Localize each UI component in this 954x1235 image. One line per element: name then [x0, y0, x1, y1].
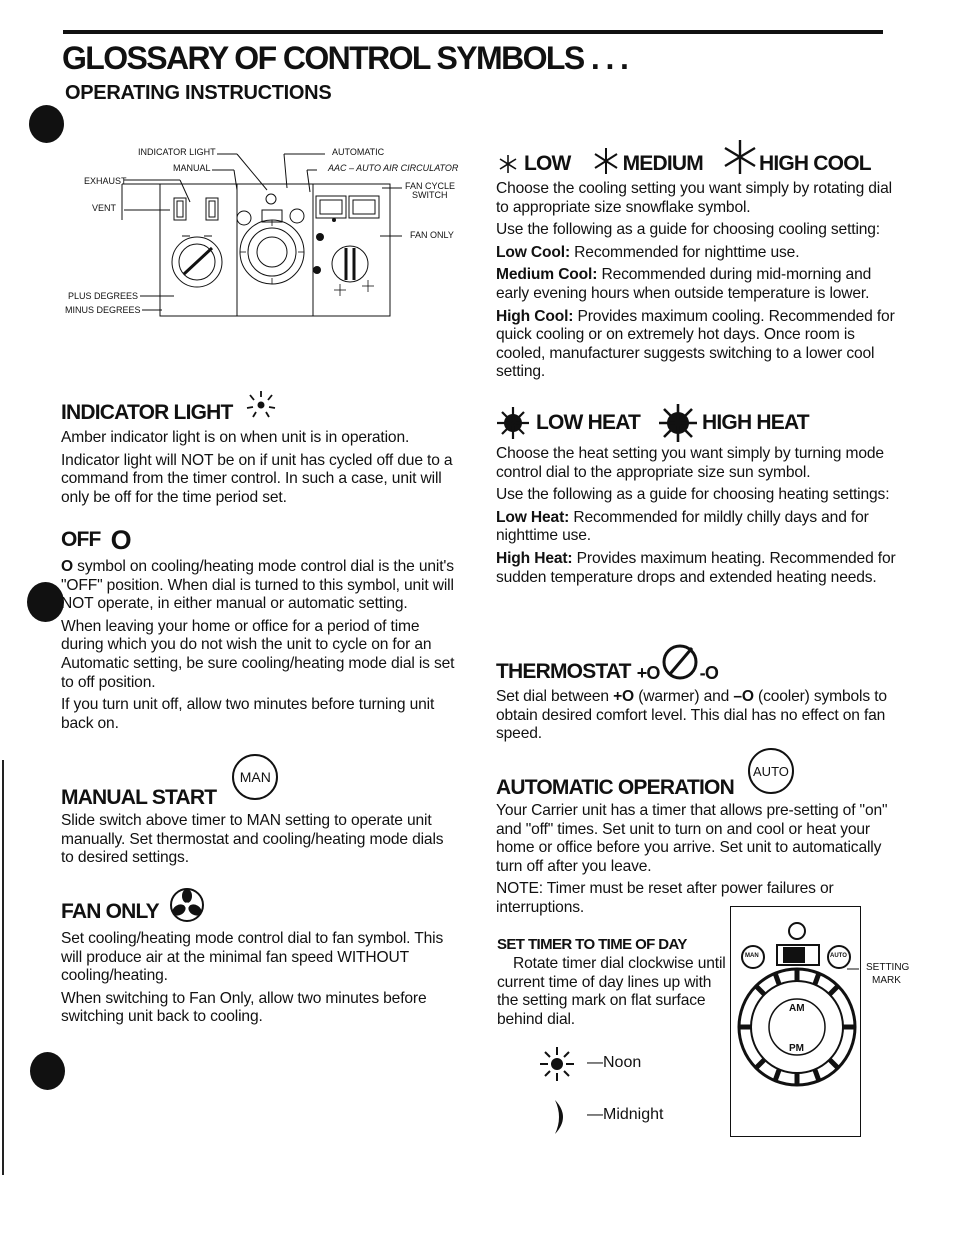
midnight-moon-icon [547, 1097, 577, 1137]
indicator-heading: INDICATOR LIGHT [61, 401, 233, 424]
medium-cool-label: MEDIUM [622, 152, 703, 175]
set-timer-heading: SET TIMER TO TIME OF DAY [497, 936, 687, 953]
noon-label: —Noon [587, 1054, 642, 1071]
auto-text-1: Your Carrier unit has a timer that allows pre-setting of "on" and "off" times. Set unit to turn on and cool or heat your home or office before you arrive. Set unit to automatically turn off after you leave. [496, 802, 888, 875]
section-cooling [496, 136, 896, 386]
set-timer-text [497, 955, 727, 1033]
label-automatic: AUTOMATIC [332, 147, 385, 157]
control-panel-diagram [62, 140, 462, 325]
noon-sun-icon [537, 1044, 577, 1084]
low-cool-bold: Low Cool: [496, 243, 570, 261]
section-fan-only [61, 882, 456, 1031]
timer-pm-label: PM [789, 1043, 804, 1054]
indicator-text-1: Amber indicator light is on when unit is in operation. [61, 429, 410, 446]
low-cool-label: LOW [524, 152, 571, 175]
cool-text-2: Use the following as a guide for choosing cooling setting: [496, 221, 880, 239]
section-automatic [496, 752, 896, 922]
label-minus-degrees: MINUS DEGREES [65, 305, 141, 315]
low-cool-text: Recommended for nighttime use. [570, 243, 800, 261]
fan-icon [169, 886, 205, 924]
page-title: GLOSSARY OF CONTROL SYMBOLS . . . [62, 40, 628, 76]
setting-mark-label-2: MARK [872, 975, 901, 986]
off-text-1: symbol on cooling/heating mode control dial is the unit's "OFF" position. When dial is turned to this symbol, unit will NOT operate, in either manual or automatic setting. [61, 558, 454, 613]
timer-diagram-box [730, 906, 861, 1137]
thermostat-minus-symbol: -O [699, 663, 719, 683]
thermostat-text-b: (warmer) and [634, 688, 734, 705]
label-exhaust: EXHAUST [84, 176, 127, 186]
timer-am-label: AM [789, 1003, 805, 1014]
setting-mark-label: SETTING [866, 962, 910, 973]
high-heat-bold: High Heat: [496, 549, 573, 567]
high-heat-text: Provides maximum heating. Recommended for sudden temperature drops and extended heating needs. [496, 549, 896, 586]
thermostat-plus-symbol: +O [636, 663, 660, 683]
auto-heading: AUTOMATIC OPERATION [496, 776, 734, 799]
man-icon-label: MAN [239, 769, 271, 785]
margin-line [2, 760, 4, 1175]
heat-text-1: Choose the heat setting you want simply by turning mode control dial to the appropriate size sun symbol. [496, 445, 884, 481]
section-thermostat [496, 636, 896, 748]
fan-heading: FAN ONLY [61, 900, 159, 923]
label-aac: AAC – AUTO AIR CIRCULATOR [328, 163, 459, 173]
off-symbol-icon: O [110, 524, 131, 555]
man-icon [232, 754, 278, 800]
medium-cool-bold: Medium Cool: [496, 266, 598, 284]
label-plus-degrees: PLUS DEGREES [68, 291, 139, 301]
thermostat-text-a: Set dial between [496, 688, 614, 705]
high-heat-sun-icon [658, 403, 698, 443]
medium-cool-snowflake-icon [591, 146, 621, 176]
auto-icon [748, 748, 794, 794]
binder-hole-top [29, 105, 64, 143]
binder-hole-bottom [30, 1052, 65, 1090]
off-symbol-bold: O [61, 558, 73, 575]
off-text-3: If you turn unit off, allow two minutes before turning unit back on. [61, 696, 435, 732]
auto-note: NOTE: Timer must be reset after power failures or interruptions. [496, 880, 834, 916]
fan-text-2: When switching to Fan Only, allow two minutes before switching unit back to cooling. [61, 989, 427, 1026]
thermostat-dial-icon [660, 640, 700, 684]
high-heat-label: HIGH HEAT [702, 411, 809, 434]
indicator-text-2: Indicator light will NOT be on if unit has cycled off due to a command from the timer control. In such a case, unit will only be off for the time period set. [61, 451, 453, 506]
high-cool-snowflake-icon [721, 138, 759, 176]
high-cool-label: HIGH COOL [758, 152, 871, 175]
label-indicator-light: INDICATOR LIGHT [138, 147, 216, 157]
label-fan-cycle-switch: SWITCH [412, 190, 448, 200]
thermostat-text-c: (cooler) symbols to obtain desired comfort level. This dial has no effect on fan speed. [496, 688, 887, 743]
set-timer-instructions: Rotate timer dial clockwise until current time of day lines up with the setting mark on flat surface behind dial. [497, 955, 726, 1028]
manual-text-1: Slide switch above timer to MAN setting to operate unit manually. Set thermostat and cooling/heating mode dials to desired settings. [61, 812, 444, 867]
low-heat-sun-icon [496, 406, 530, 440]
timer-auto-label: AUTO [830, 953, 847, 959]
top-rule [63, 30, 883, 34]
fan-text-1: Set cooling/heating mode control dial to fan symbol. This will produce air at the minimal fan speed WITHOUT cooling/heating. [61, 930, 444, 985]
section-manual-start [61, 758, 456, 872]
high-cool-text: Provides maximum cooling. Recommended for quick cooling or on extremely hot days. Once room is cooled, manufacturer suggests switching to a lower cool setting. [496, 307, 895, 381]
midnight-label: —Midnight [587, 1106, 664, 1123]
heat-text-2: Use the following as a guide for choosing heating settings: [496, 486, 890, 504]
cool-text-1: Choose the cooling setting you want simply by rotating dial to appropriate size snowflake symbol. [496, 180, 892, 216]
medium-cool-text: Recommended during mid-morning and early evening hours when outside temperature is lower. [496, 266, 872, 302]
section-heating [496, 404, 896, 591]
off-heading: OFF [61, 528, 101, 551]
section-indicator-light [61, 373, 456, 511]
label-manual: MANUAL [173, 163, 211, 173]
off-text-2: When leaving your home or office for a period of time during which you do not wish the unit to cycle on for an Automatic setting, be sure cooling/heating mode dial is set to off position. [61, 617, 455, 691]
label-fan-cycle: FAN CYCLE [405, 181, 456, 191]
label-fan-only: FAN ONLY [410, 230, 454, 240]
timer-dial-drawing [731, 907, 859, 1135]
high-cool-bold: High Cool: [496, 307, 574, 325]
low-heat-label: LOW HEAT [536, 411, 641, 434]
thermostat-heading: THERMOSTAT [496, 660, 631, 683]
timer-man-label: MAN [745, 953, 759, 959]
low-heat-bold: Low Heat: [496, 508, 570, 526]
thermostat-minus-bold: –O [733, 688, 754, 705]
low-cool-snowflake-icon [496, 152, 520, 176]
page-subtitle: OPERATING INSTRUCTIONS [65, 82, 332, 104]
section-off [61, 525, 456, 737]
label-vent: VENT [92, 203, 117, 213]
auto-icon-label: AUTO [753, 763, 789, 779]
binder-hole-middle [27, 582, 64, 622]
low-heat-text: Recommended for mildly chilly days and for nighttime use. [496, 508, 869, 545]
thermostat-plus-bold: +O [613, 688, 635, 705]
manual-heading: MANUAL START [61, 786, 217, 809]
indicator-light-icon [241, 381, 281, 425]
